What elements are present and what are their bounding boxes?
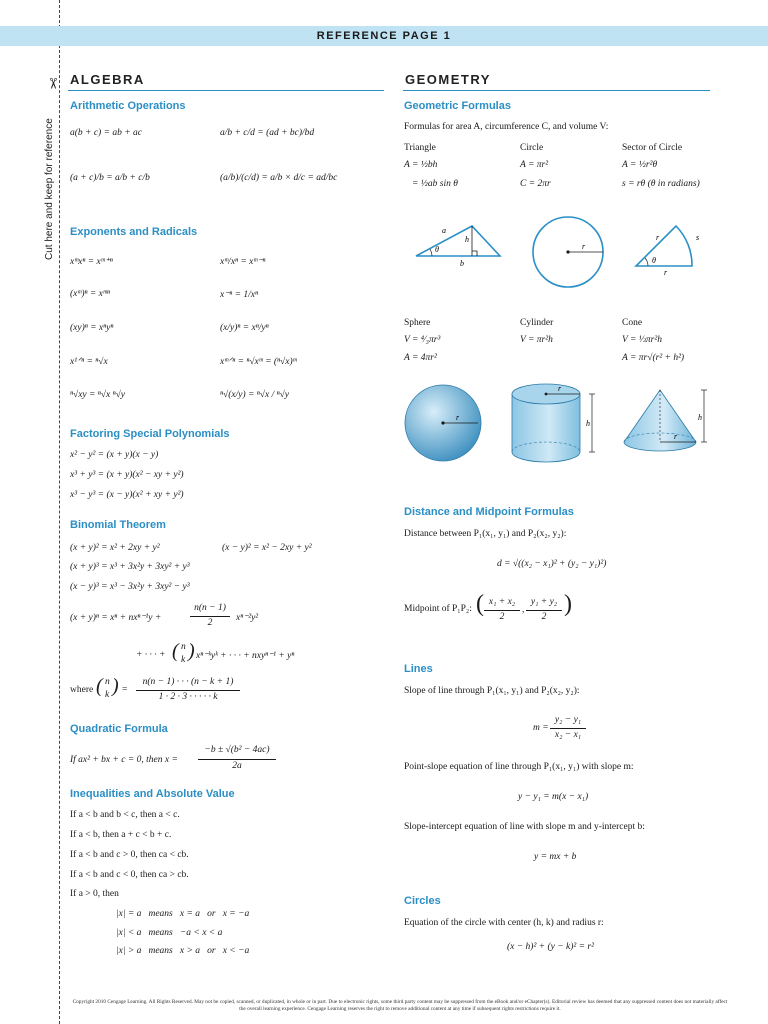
radical-rule: xᵐᐟⁿ = ⁿ√xᵐ = (ⁿ√x)ᵐ — [220, 357, 297, 367]
point-slope-text: Point-slope equation of line through P₁(x₁, y₁) with slope m: — [404, 762, 634, 772]
slope-text: Slope of line through P₁(x₁, y₁) and P₂(x₂, y₂): — [404, 686, 580, 696]
scissors-icon: ✂ — [43, 77, 60, 90]
binomial-paren: ) — [112, 675, 119, 697]
binomial-coef-denominator: 1 · 2 · 3 · · · · · k — [158, 692, 218, 702]
binomial-fraction-denominator: 2 — [207, 618, 213, 628]
label-r: r — [664, 268, 668, 277]
geometry-rule — [403, 90, 710, 91]
binomial-general-line1: (x + y)ⁿ = xⁿ + nxⁿ⁻¹y + — [70, 613, 162, 623]
sphere-volume-formula: V = ⁴⁄₃πr³ — [404, 335, 441, 345]
fraction-bar — [190, 616, 230, 617]
absolute-value-rule: |x| < a means −a < x < a — [116, 928, 223, 938]
binomial-paren: ) — [188, 640, 195, 662]
label-theta: θ — [435, 245, 439, 254]
fraction-bar — [136, 690, 240, 691]
label-h: h — [465, 235, 469, 244]
arithmetic-heading: Arithmetic Operations — [70, 100, 186, 112]
exponent-rule: x⁻ⁿ = 1/xⁿ — [220, 290, 258, 300]
midpoint-x-numerator: x₁ + x₂ — [488, 597, 516, 607]
absolute-value-rule: |x| = a means x = a or x = −a — [116, 909, 250, 919]
midpoint-paren: ) — [564, 591, 572, 617]
inequality-rule: If a < b, then a + c < b + c. — [70, 830, 172, 840]
circle-name: Circle — [520, 143, 544, 153]
binomial-nk-symbol: n k — [181, 642, 186, 665]
slope-numerator: y₂ − y₁ — [554, 715, 582, 725]
exponent-rule: xᵐ/xⁿ = xᵐ⁻ⁿ — [220, 257, 266, 267]
triangle-area-formula: A = ½bh — [404, 160, 438, 170]
split-fraction-formula: (a + c)/b = a/b + c/b — [70, 173, 150, 183]
distance-heading: Distance and Midpoint Formulas — [404, 506, 574, 518]
fraction-bar — [198, 759, 276, 760]
quadratic-lead: If ax² + bx + c = 0, then x = — [70, 755, 178, 765]
point-slope-formula: y − y₁ = m(x − x₁) — [518, 792, 589, 802]
binomial-general-tail: xⁿ⁻²y² — [236, 613, 259, 623]
sector-area-formula: A = ½r²θ — [622, 160, 658, 170]
algebra-title: ALGEBRA — [70, 72, 145, 87]
label-h: h — [586, 419, 590, 428]
absolute-value-rule: |x| > a means x > a or x < −a — [116, 946, 250, 956]
circle-area-formula: A = πr² — [520, 160, 549, 170]
binomial-cube-minus: (x − y)³ = x³ − 3x²y + 3xy² − y³ — [70, 582, 190, 592]
distance-text: Distance between P₁(x₁, y₁) and P₂(x₂, y₂): — [404, 529, 567, 539]
quadratic-heading: Quadratic Formula — [70, 723, 168, 735]
inequality-rule: If a > 0, then — [70, 889, 119, 899]
exponent-rule: (xy)ⁿ = xⁿyⁿ — [70, 323, 114, 333]
page-banner: REFERENCE PAGE 1 — [0, 26, 768, 46]
geometry-title: GEOMETRY — [405, 72, 491, 87]
radical-rule: ⁿ√(x/y) = ⁿ√x / ⁿ√y — [220, 390, 290, 400]
add-fractions-formula: a/b + c/d = (ad + bc)/bd — [220, 128, 315, 138]
sphere-diagram — [402, 382, 484, 464]
label-theta: θ — [652, 256, 656, 265]
distance-formula: d = √((x₂ − x₁)² + (y₂ − y₁)²) — [497, 559, 607, 569]
inequality-rule: If a < b and c > 0, then ca < cb. — [70, 850, 189, 860]
triangle-sine-formula: = ½ab sin θ — [412, 179, 458, 189]
binomial-general-line2a: + · · · + — [136, 650, 166, 660]
circle-equation-text: Equation of the circle with center (h, k) and radius r: — [404, 918, 604, 928]
label-r: r — [558, 384, 562, 393]
binomial-paren: ( — [172, 640, 179, 662]
exponent-rule: xᵐxⁿ = xᵐ⁺ⁿ — [70, 257, 113, 267]
comma: , — [522, 605, 525, 615]
inequality-rule: If a < b and b < c, then a < c. — [70, 810, 180, 820]
cone-volume-formula: V = ⅓πr²h — [622, 335, 662, 345]
radical-rule: x¹ᐟⁿ = ⁿ√x — [70, 357, 108, 367]
intercept-formula: y = mx + b — [534, 852, 577, 862]
fraction-bar — [526, 610, 562, 611]
algebra-rule — [68, 90, 384, 91]
label-b: b — [460, 259, 464, 268]
geometry-intro: Formulas for area A, circumference C, and volume V: — [404, 122, 609, 132]
sphere-name: Sphere — [404, 318, 431, 328]
label-h: h — [698, 413, 702, 422]
exponents-heading: Exponents and Radicals — [70, 226, 198, 238]
triangle-name: Triangle — [404, 143, 436, 153]
label-r: r — [456, 413, 460, 422]
fraction-bar — [550, 728, 586, 729]
label-s: s — [696, 233, 700, 242]
cylinder-name: Cylinder — [520, 318, 554, 328]
binomial-coef-numerator: n(n − 1) · · · (n − k + 1) — [142, 677, 234, 687]
label-r: r — [582, 242, 586, 251]
inequality-rule: If a < b and c < 0, then ca > cb. — [70, 870, 189, 880]
cylinder-diagram — [506, 380, 600, 470]
binomial-nk-symbol: n k — [105, 677, 110, 700]
cone-area-formula: A = πr√(r² + h²) — [622, 353, 685, 363]
radical-rule: ⁿ√xy = ⁿ√x ⁿ√y — [70, 390, 126, 400]
label-a: a — [442, 226, 446, 235]
binomial-general-line2b: xⁿ⁻ᵏyᵏ + · · · + nxyⁿ⁻¹ + yⁿ — [196, 651, 295, 661]
circles-heading: Circles — [404, 895, 441, 907]
midpoint-y-denominator: 2 — [541, 612, 547, 622]
circle-equation: (x − h)² + (y − k)² = r² — [507, 942, 594, 952]
factoring-formula: x³ − y³ = (x − y)(x² + xy + y²) — [70, 490, 184, 500]
label-r: r — [674, 432, 678, 441]
sphere-area-formula: A = 4πr² — [404, 353, 437, 363]
sector-name: Sector of Circle — [622, 143, 683, 153]
factoring-formula: x² − y² = (x + y)(x − y) — [70, 450, 159, 460]
fraction-bar — [484, 610, 520, 611]
exponent-rule: (xᵐ)ⁿ = xᵐⁿ — [70, 289, 110, 299]
binomial-heading: Binomial Theorem — [70, 519, 166, 531]
factoring-formula: x³ + y³ = (x + y)(x² − xy + y²) — [70, 470, 184, 480]
copyright-notice: Copyright 2010 Cengage Learning. All Rights Reserved. May not be copied, scanned, or duplicated, in whole or in part. Due to electronic rights, some third party content may be suppressed from the eBook and/or eChapter(s). Editorial review has deemed that any suppressed content does not materially affect the overall learning experience. Cengage Learning reserves the right to remove additional content at any time if subsequent rights restrictions require it. — [72, 999, 728, 1012]
binomial-cube-plus: (x + y)³ = x³ + 3x²y + 3xy² + y³ — [70, 562, 190, 572]
sector-diagram — [630, 212, 710, 278]
distributive-formula: a(b + c) = ab + ac — [70, 128, 142, 138]
binomial-square-plus: (x + y)² = x² + 2xy + y² — [70, 543, 160, 553]
slope-lead: m = — [533, 723, 549, 733]
midpoint-y-numerator: y₁ + y₂ — [530, 597, 558, 607]
inequalities-heading: Inequalities and Absolute Value — [70, 788, 235, 800]
intercept-text: Slope-intercept equation of line with slope m and y-intercept b: — [404, 822, 645, 832]
triangle-diagram — [410, 218, 514, 270]
midpoint-lead: Midpoint of P₁P₂: — [404, 604, 472, 614]
label-r: r — [656, 233, 660, 242]
cone-diagram — [618, 386, 714, 456]
cut-line — [59, 0, 60, 1024]
geometric-formulas-heading: Geometric Formulas — [404, 100, 511, 112]
sector-arc-formula: s = rθ (θ in radians) — [622, 179, 700, 189]
cone-name: Cone — [622, 318, 643, 328]
cut-here-label: Cut here and keep for reference — [44, 118, 55, 260]
binomial-where-label: where — [70, 685, 94, 695]
factoring-heading: Factoring Special Polynomials — [70, 428, 230, 440]
equals-sign: = — [122, 685, 128, 695]
binomial-fraction-numerator: n(n − 1) — [194, 603, 226, 613]
exponent-rule: (x/y)ⁿ = xⁿ/yⁿ — [220, 323, 269, 333]
slope-denominator: x₂ − x₁ — [554, 730, 582, 740]
midpoint-paren: ( — [476, 591, 484, 617]
cylinder-volume-formula: V = πr²h — [520, 335, 553, 345]
quadratic-denominator: 2a — [232, 761, 242, 771]
quadratic-numerator: −b ± √(b² − 4ac) — [204, 745, 270, 755]
lines-heading: Lines — [404, 663, 433, 675]
binomial-paren: ( — [96, 675, 103, 697]
midpoint-x-denominator: 2 — [499, 612, 505, 622]
circle-diagram — [530, 214, 606, 290]
binomial-square-minus: (x − y)² = x² − 2xy + y² — [222, 543, 312, 553]
divide-fractions-formula: (a/b)/(c/d) = a/b × d/c = ad/bc — [220, 173, 338, 183]
circle-circumference-formula: C = 2πr — [520, 179, 551, 189]
